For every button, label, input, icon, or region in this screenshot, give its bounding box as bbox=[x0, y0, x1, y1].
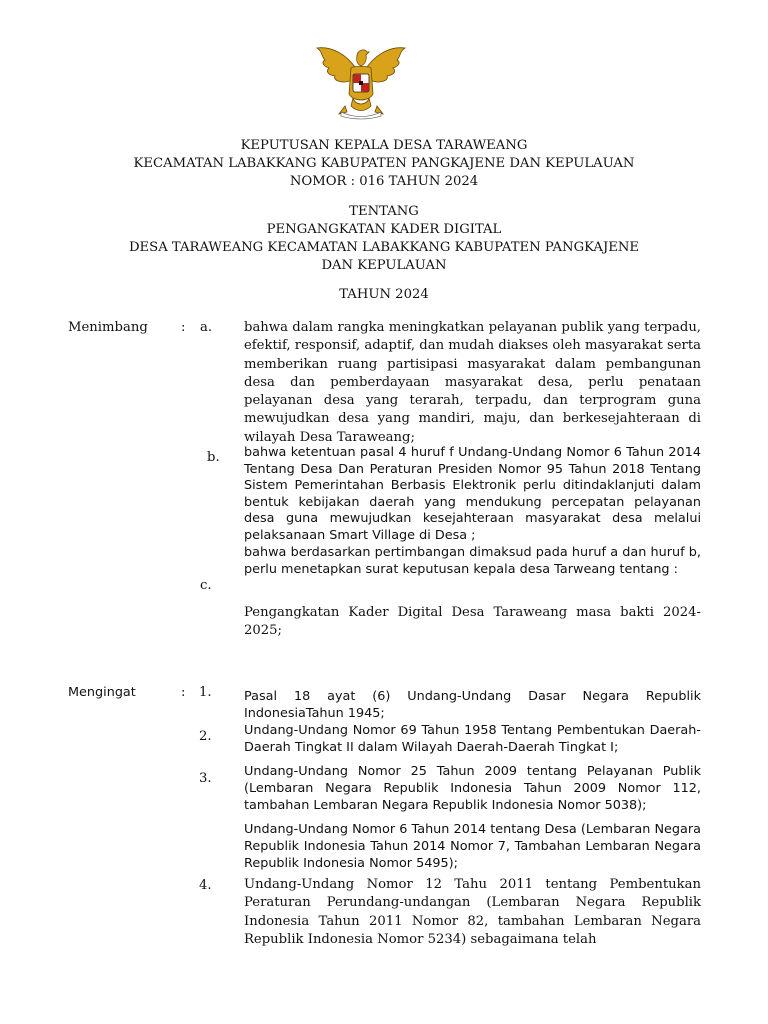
menimbang-item-b: bahwa ketentuan pasal 4 huruf f Undang-Undang Nomor 6 Tahun 2014 Tentang Desa Dan Peraturan Presiden Nomor 95 Tahun 2018 Tentang Sistem Pemerintahan Berbasis Elektronik perlu ditindaklanjuti dalam bentuk kebijakan daerah yang mendukung percepatan pelayanan desa guna mewujudkan kesejahteraan masyarakat desa melalui pelaksanaan Smart Village di Desa ; bbox=[244, 445, 701, 543]
mengingat-item-5: Undang-Undang Nomor 12 Tahu 2011 tentang Pembentukan Peraturan Perundang-undangan (Lembaran Negara Republik Indonesia Tahun 2011 Nomor 82, tambahan Lembaran Negara Republik Indonesia Nomor 5234) sebagaimana telah bbox=[244, 877, 701, 947]
mengingat-marker-2: 2. bbox=[199, 729, 212, 744]
mengingat-label: Mengingat bbox=[68, 685, 136, 700]
mengingat-marker-1: 1. bbox=[199, 685, 212, 700]
title-line-1: KEPUTUSAN KEPALA DESA TARAWEANG bbox=[240, 138, 528, 153]
menimbang-marker-a: a. bbox=[200, 320, 213, 335]
mengingat-marker-4: 4. bbox=[199, 878, 212, 893]
menimbang-marker-b: b. bbox=[207, 450, 220, 465]
subject-line-1: PENGANGKATAN KADER DIGITAL bbox=[266, 222, 502, 237]
menimbang-subject: Pengangkatan Kader Digital Desa Taraweang masa bakti 2024-2025; bbox=[244, 605, 701, 639]
menimbang-item-a: bahwa dalam rangka meningkatkan pelayanan publik yang terpadu, efektif, responsif, adaptif, dan mudah diakses oleh masyarakat serta memberikan ruang partisipasi masyarakat dalam pembangunan desa dan pemberdayaan masyarakat desa, perlu penataan pelayanan desa yang terarah, terpadu, dan terprogram guna mewujudkan desa yang mandiri, maju, dan berkesejahteraan di wilayah Desa Taraweang; bbox=[244, 320, 701, 445]
garuda-emblem-icon bbox=[313, 40, 409, 120]
mengingat-marker-3: 3. bbox=[199, 771, 212, 786]
subject-line-2: DESA TARAWEANG KECAMATAN LABAKKANG KABUPATEN PANGKAJENE bbox=[128, 240, 640, 255]
mengingat-item-2: Undang-Undang Nomor 69 Tahun 1958 Tentang Pembentukan Daerah- Daerah Tingkat II dalam Wilayah Daerah-Daerah Tingkat I; bbox=[244, 723, 701, 756]
menimbang-marker-c: c. bbox=[200, 578, 212, 593]
decree-subject bbox=[0, 203, 768, 275]
decree-title bbox=[0, 137, 768, 191]
mengingat-item-1: Pasal 18 ayat (6) Undang-Undang Dasar Negara Republik IndonesiaTahun 1945; bbox=[244, 689, 701, 722]
menimbang-item-c: bahwa berdasarkan pertimbangan dimaksud pada huruf a dan huruf b, perlu menetapkan surat keputusan kepala desa Tarweang tentang : bbox=[244, 545, 701, 577]
mengingat-colon: : bbox=[181, 685, 186, 700]
decree-year: TAHUN 2024 bbox=[339, 287, 429, 302]
subject-line-3: DAN KEPULAUAN bbox=[321, 258, 447, 273]
menimbang-colon: : bbox=[181, 320, 186, 335]
mengingat-item-4: Undang-Undang Nomor 6 Tahun 2014 tentang Desa (Lembaran Negara Republik Indonesia Tahun 2014 Nomor 7, Tambahan Lembaran Negara Republik Indonesia Nomor 5495); bbox=[244, 822, 701, 872]
menimbang-label: Menimbang bbox=[68, 320, 148, 335]
mengingat-item-3: Undang-Undang Nomor 25 Tahun 2009 tentang Pelayanan Publik (Lembaran Negara Republik Indonesia Tahun 2009 Nomor 112, tambahan Lembaran Negara Republik Indonesia Nomor 5038); bbox=[244, 764, 701, 814]
tentang-heading: TENTANG bbox=[349, 204, 419, 219]
title-line-2: KECAMATAN LABAKKANG KABUPATEN PANGKAJENE DAN KEPULAUAN bbox=[133, 156, 635, 171]
decree-number: NOMOR : 016 TAHUN 2024 bbox=[289, 174, 479, 189]
